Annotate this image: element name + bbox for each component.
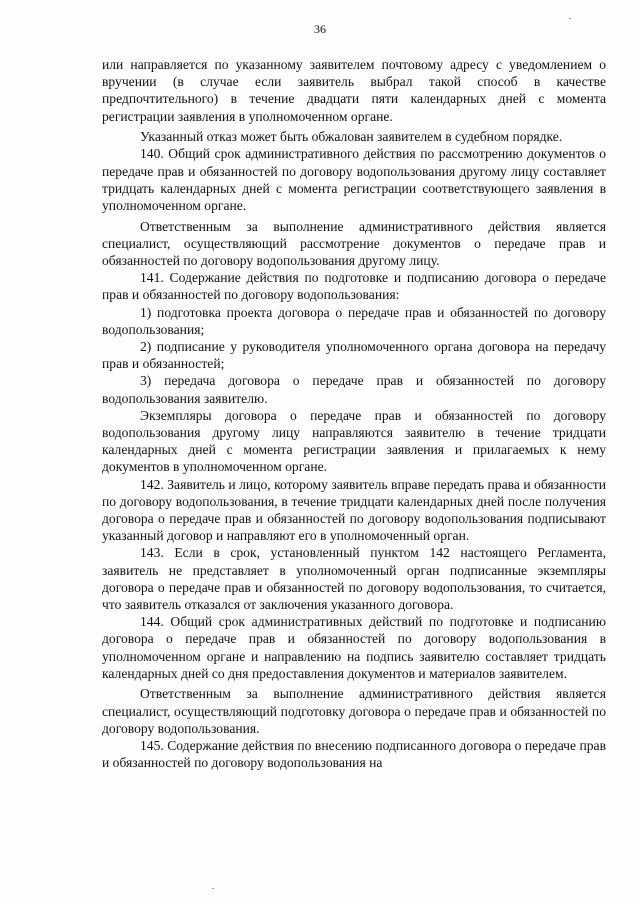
paragraph-144: 144. Общий срок административных действий по подготовке и подписанию договора о передаче прав и обязанностей по договору водопользования в уполномоченном органе и направлению на подпись заявителю составляет тридцать календарных дней со дня предоставления документов и материалов заявителем. — [102, 614, 606, 681]
page-number: 36 — [314, 22, 326, 36]
list-item-2: 2) подписание у руководителя уполномоченного органа договора на передачу прав и обязанностей; — [102, 339, 606, 372]
paragraph-142: 142. Заявитель и лицо, которому заявитель вправе передать права и обязанности по договору водопользования, в течение тридцати календарных дней после получения договора о передаче прав и обязанностей по договору водопользования подписывают указанный договор и направляют его в уполномоченный орган. — [102, 476, 606, 544]
list-item-1: 1) подготовка проекта договора о передаче прав и обязанностей по договору водопользования; — [102, 304, 606, 337]
paragraph-responsible-preparation: Ответственным за выполнение административного действия является специалист, осуществляющий подготовку договора о передаче прав и обязанностей по договору водопользования. — [102, 686, 606, 736]
paragraph-145: 145. Содержание действия по внесению подписанного договора о передаче прав и обязанностей по договору водопользования на — [102, 738, 606, 771]
paragraph-copies: Экземпляры договора о передаче прав и обязанностей по договору водопользования другому лицу направляются заявителю в течение тридцати календарных дней с момента регистрации заявления и прилагаемых к нему документов в уполномоченном органе. — [102, 407, 606, 475]
paragraph-responsible-review: Ответственным за выполнение административного действия является специалист, осуществляющий рассмотрение документов о передаче прав и обязанностей по договору водопользования другому лицу. — [102, 218, 606, 269]
paragraph-continuation: или направляется по указанному заявителем почтовому адресу с уведомлением о вручении (в случае если заявитель выбрал такой способ в качестве предпочтительного) в течение двадцати пяти календарных дней с момента регистрации заявления в уполномоченном органе. — [102, 57, 606, 124]
body-text — [102, 56, 606, 772]
scan-speck — [212, 888, 214, 889]
paragraph-141: 141. Содержание действия по подготовке и подписанию договора о передаче прав и обязанностей по договору водопользования: — [102, 270, 606, 303]
paragraph-appeal: Указанный отказ может быть обжалован заявителем в судебном порядке. — [140, 129, 563, 145]
paragraph-143: 143. Если в срок, установленный пунктом 142 настоящего Регламента, заявитель не представляет в уполномоченный орган подписанные экземпляры договора о передаче прав и обязанностей по договору водопользования, то считается, что заявитель отказался от заключения указанного договора. — [102, 545, 606, 613]
scan-speck — [569, 18, 571, 19]
paragraph-140: 140. Общий срок административного действия по рассмотрению документов о передаче прав и обязанностей по договору водопользования другому лицу составляет тридцать календарных дней с момента регистрации соответствующего заявления в уполномоченном органе. — [102, 146, 606, 214]
list-item-3: 3) передача договора о передаче прав и обязанностей по договору водопользования заявителю. — [102, 373, 606, 406]
